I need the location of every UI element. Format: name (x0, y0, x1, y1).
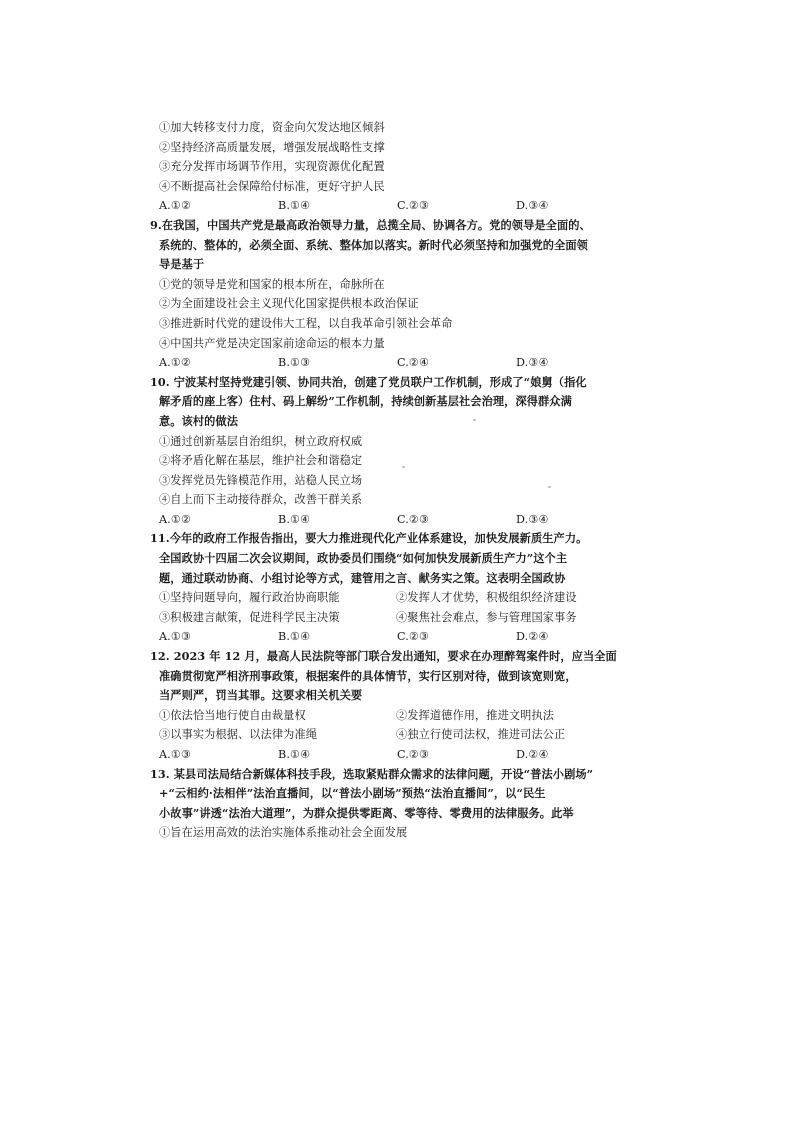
q9-option-c[interactable]: C.②④ (397, 356, 430, 370)
q11-stem-line-1: 11.今年的政府工作报告指出，要大力推进现代化产业体系建设，加快发展新质生产力。 (150, 531, 588, 546)
q12-item-row-2 (150, 725, 640, 745)
q11-item-2: ②发挥人才优势，积极组织经济建设 (396, 591, 577, 605)
question-10 (150, 373, 640, 530)
q13-item-1: ①旨在运用高效的法治实施体系推动社会全面发展 (159, 826, 408, 840)
q10-item-2: ②将矛盾化解在基层，维护社会和谐稳定 (159, 454, 363, 468)
q11-option-a[interactable]: A.①③ (159, 630, 192, 644)
q11-stem-line-3: 题，通过联动协商、小组讨论等方式，建管用之言、献务实之策。这表明全国政协 (159, 570, 566, 585)
q10-option-b[interactable]: B.①④ (278, 512, 311, 526)
q8-item-3: ③充分发挥市场调节作用，实现资源优化配置 (159, 160, 385, 174)
q10-stem-line-2: 解矛盾的座上客）住村、码上解纷”工作机制，持续创新基层社会治理，深得群众满 (159, 394, 572, 409)
question-11 (150, 529, 640, 647)
q9-stem-line-2: 系统的、整体的，必须全面、系统、整体加以落实。新时代必须坚持和加强党的全面领 (159, 237, 588, 252)
scan-speck (402, 466, 405, 468)
q12-option-b[interactable]: B.①④ (278, 748, 311, 761)
q10-stem-line-3: 意。该村的做法 (159, 413, 239, 428)
q12-options (150, 745, 640, 765)
q13-stem-line-2: +“云相约·法相伴”法治直播间，以“普法小剧场”预热“法治直播间”，以“民生 (159, 786, 546, 801)
q10-option-a[interactable]: A.①② (159, 512, 192, 526)
q12-item-3: ③以事实为根据、以法律为准绳 (159, 728, 318, 742)
q12-option-d[interactable]: D.②④ (516, 748, 549, 761)
q11-item-4: ④聚焦社会难点，参与管理国家事务 (396, 610, 577, 624)
q9-stem-line-1: 9.在我国，中国共产党是最高政治领导力量，总揽全局、协调各方。党的领导是全面的、 (150, 217, 591, 232)
q9-option-a[interactable]: A.①② (159, 356, 192, 370)
q12-stem-line-3: 当严则严，罚当其罪。这要求相关机关要 (159, 688, 363, 703)
q11-options (150, 627, 640, 647)
q9-option-d[interactable]: D.③④ (516, 356, 549, 370)
exam-text-block (150, 118, 640, 843)
q11-item-row-2 (150, 608, 640, 628)
q8-item-1: ①加大转移支付力度，资金向欠发达地区倾斜 (159, 121, 385, 134)
q9-item-1: ①党的领导是党和国家的根本所在，命脉所在 (159, 277, 385, 291)
q8-options (150, 196, 640, 216)
q9-item-3: ③推进新时代党的建设伟大工程，以自我革命引领社会革命 (159, 316, 453, 330)
q9-options (150, 353, 640, 373)
question-13 (150, 765, 640, 843)
q12-item-1: ①依法恰当地行使自由裁量权 (159, 708, 306, 722)
q12-option-c[interactable]: C.②③ (397, 748, 430, 761)
q11-item-1: ①坚持问题导向，履行政治协商职能 (159, 591, 340, 605)
q10-option-d[interactable]: D.③④ (516, 512, 549, 526)
q10-stem-line-1: 10. 宁波某村坚持党建引领、协同共治，创建了党员联户工作机制，形成了“娘舅（指化 (150, 374, 587, 389)
question-8 (150, 118, 640, 216)
q10-options (150, 510, 640, 530)
q10-item-1: ①通过创新基层自治组织，树立政府权威 (159, 434, 363, 448)
q10-item-4: ④自上而下主动接待群众，改善干群关系 (159, 493, 363, 507)
question-12 (150, 647, 640, 765)
scan-speck (473, 419, 476, 421)
q8-item-4: ④不断提高社会保障给付标准，更好守护人民 (159, 179, 385, 193)
q8-option-c[interactable]: C.②③ (397, 199, 430, 213)
q10-option-c[interactable]: C.②③ (397, 512, 430, 526)
q12-stem-line-2: 准确贯彻宽严相济刑事政策，根据案件的具体情节，实行区别对待，做到该宽则宽， (159, 668, 577, 683)
q9-option-b[interactable]: B.①③ (278, 356, 311, 370)
q8-item-2: ②坚持经济高质量发展，增强发展战略性支撑 (159, 140, 385, 154)
question-9 (150, 216, 640, 373)
scan-speck (548, 486, 551, 488)
q8-option-a[interactable]: A.①② (159, 199, 192, 213)
q12-item-row-1 (150, 706, 640, 726)
q13-stem-line-1: 13. 某县司法局结合新媒体科技手段，选取紧贴群众需求的法律问题，开设“普法小剧场” (150, 766, 594, 781)
q11-option-c[interactable]: C.②③ (397, 630, 430, 644)
q11-option-b[interactable]: B.①④ (278, 630, 311, 644)
q8-option-b[interactable]: B.①④ (278, 199, 311, 213)
q12-item-2: ②发挥道德作用，推进文明执法 (396, 708, 555, 722)
q9-item-2: ②为全面建设社会主义现代化国家提供根本政治保证 (159, 297, 419, 311)
q11-item-row-1 (150, 588, 640, 608)
q10-item-3: ③发挥党员先锋模范作用，站稳人民立场 (159, 473, 363, 487)
q11-item-3: ③积极建言献策，促进科学民主决策 (159, 610, 340, 624)
q11-option-d[interactable]: D.②④ (516, 630, 549, 644)
q8-option-d[interactable]: D.③④ (516, 199, 549, 213)
q12-option-a[interactable]: A.①③ (159, 748, 192, 761)
q12-stem-line-1: 12. 2023 年 12 月，最高人民法院等部门联合发出通知，要求在办理醉驾案件时，应当全面 (150, 649, 617, 664)
q13-stem-line-3: 小故事”讲透“法治大道理”，为群众提供零距离、零等待、零费用的法律服务。此举 (159, 805, 574, 820)
q11-stem-line-2: 全国政协十四届二次会议期间，政协委员们围绕“如何加快发展新质生产力”这个主 (159, 551, 568, 566)
q12-item-4: ④独立行使司法权，推进司法公正 (396, 728, 566, 742)
q9-item-4: ④中国共产党是决定国家前途命运的根本力量 (159, 336, 385, 350)
q9-stem-line-3: 导是基于 (159, 257, 205, 272)
